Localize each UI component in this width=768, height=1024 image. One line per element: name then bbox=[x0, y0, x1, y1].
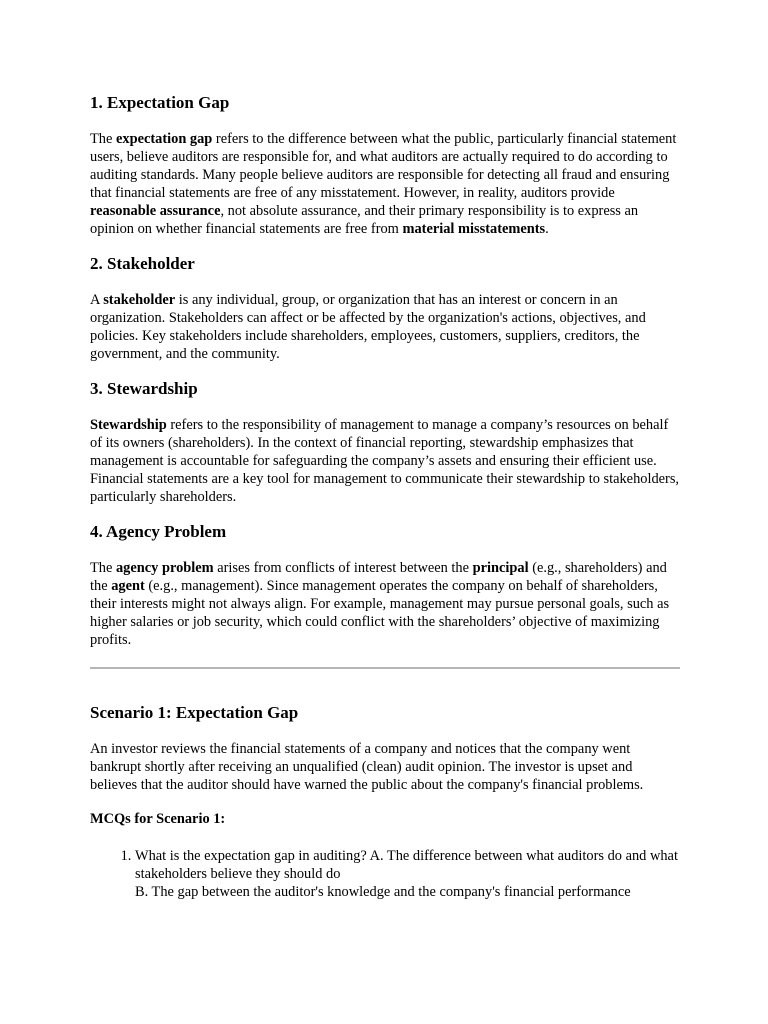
term-agent: agent bbox=[111, 578, 145, 594]
mcq-title: MCQs for Scenario 1: bbox=[90, 811, 226, 827]
term-expectation-gap: expectation gap bbox=[115, 131, 213, 147]
document-page bbox=[90, 93, 680, 901]
term-material-misstatements: material misstatements bbox=[402, 221, 546, 237]
term-reasonable-assurance: reasonable assurance bbox=[90, 203, 221, 219]
term-principal: principal bbox=[472, 560, 529, 576]
heading-agency-problem: 4. Agency Problem bbox=[90, 522, 227, 541]
mcq-list bbox=[90, 847, 680, 901]
paragraph-stakeholder: A stakeholder is any individual, group, or organization that has an interest or concern in an organization. Stakeholders can affect or be affected by the organization's actions, objectives, and policies. Key stakeholders include shareholders, employees, customers, suppliers, creditors, the government, and the community. bbox=[90, 292, 646, 362]
mcq-question-1: 1. What is the expectation gap in auditing? A. The difference between what auditors do and what stakeholders believe they should do B. The gap between the auditor's knowledge and the company's financial performance bbox=[135, 847, 680, 901]
term-stakeholder: stakeholder bbox=[103, 292, 176, 308]
paragraph-scenario-1: An investor reviews the financial statements of a company and notices that the company went bankrupt shortly after receiving an unqualified (clean) audit opinion. The investor is upset and believes that the auditor should have warned the public about the company's financial problems. bbox=[90, 741, 644, 793]
paragraph-expectation-gap: The expectation gap refers to the difference between what the public, particularly financial statement users, believe auditors are responsible for, and what auditors are actually required to do according to auditing standards. Many people believe auditors are responsible for detecting all fraud and ensuring that financial statements are free of any misstatement. However, in reality, auditors provide reasonable assurance, not absolute assurance, and their primary responsibility is to express an opinion on whether financial statements are free from material misstatements. bbox=[90, 131, 677, 237]
term-stewardship: Stewardship bbox=[90, 417, 167, 433]
heading-scenario-1: Scenario 1: Expectation Gap bbox=[90, 703, 299, 722]
heading-stakeholder: 2. Stakeholder bbox=[90, 254, 195, 273]
heading-stewardship: 3. Stewardship bbox=[90, 379, 198, 398]
paragraph-stewardship: Stewardship refers to the responsibility of management to manage a company’s resources on behalf of its owners (shareholders). In the context of financial reporting, stewardship emphasizes that management is accountable for safeguarding the company’s assets and ensuring their efficient use. Financial statements are a key tool for management to communicate their stewardship to stakeholders, particularly shareholders. bbox=[90, 417, 680, 505]
term-agency-problem: agency problem bbox=[115, 560, 214, 576]
horizontal-divider bbox=[90, 667, 680, 669]
heading-expectation-gap: 1. Expectation Gap bbox=[90, 93, 230, 112]
paragraph-agency-problem: The agency problem arises from conflicts of interest between the principal (e.g., shareholders) and the agent (e.g., management). Since management operates the company on behalf of shareholders, their interests might not always align. For example, management may pursue personal goals, such as higher salaries or job security, which could conflict with the shareholders’ objective of maximizing profits. bbox=[90, 560, 670, 648]
